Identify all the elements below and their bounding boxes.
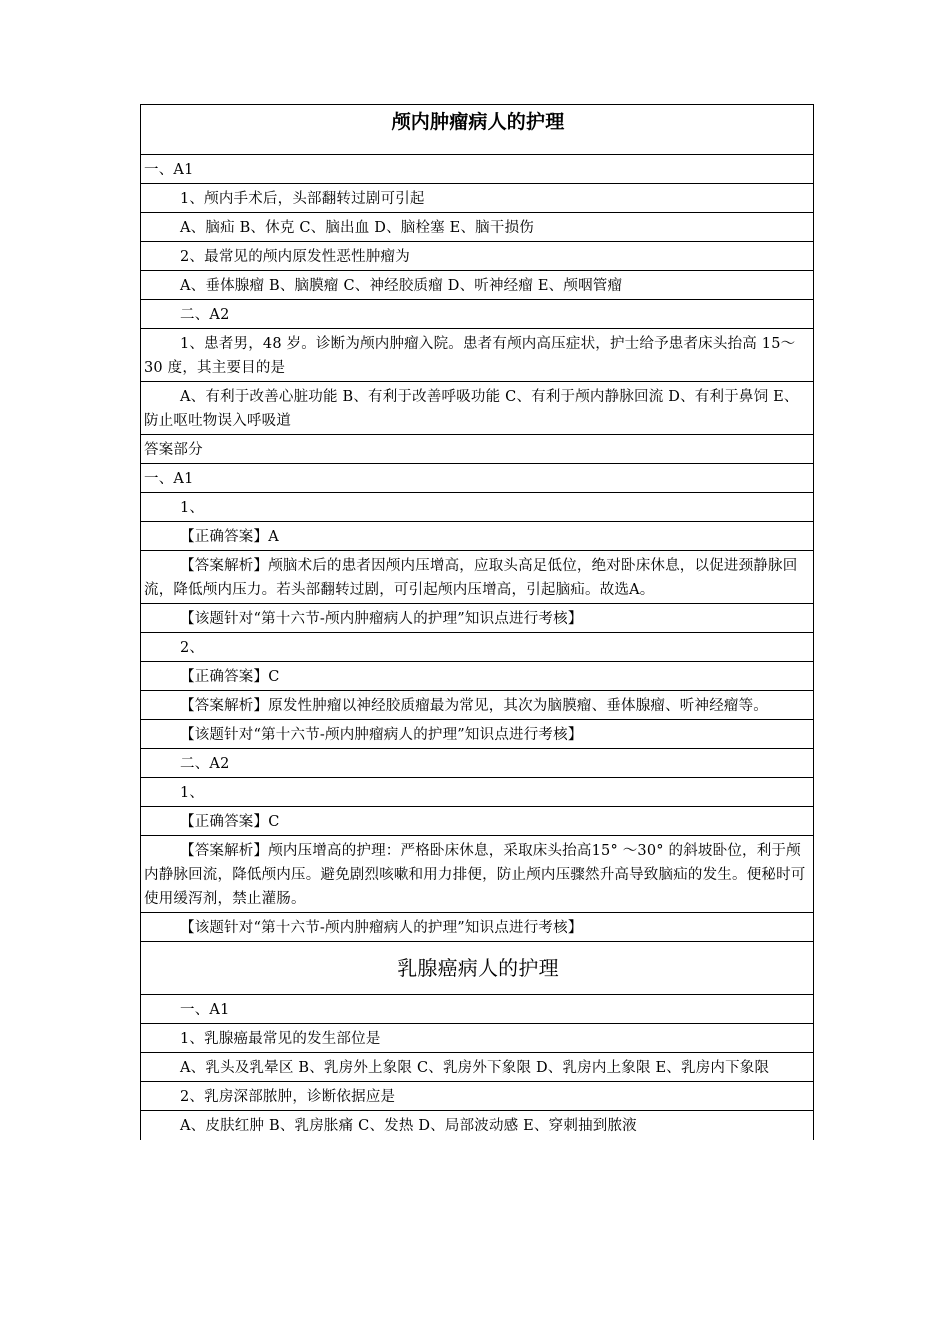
document-row: 1、患者男，48 岁。诊断为颅内肿瘤入院。患者有颅内高压症状，护士给予患者床头抬高 15～30 度，其主要目的是 [141, 329, 813, 382]
document-row: 2、最常见的颅内原发性恶性肿瘤为 [141, 242, 813, 271]
document-row: A、脑疝 B、休克 C、脑出血 D、脑栓塞 E、脑干损伤 [141, 213, 813, 242]
document-row: 一、A1 [141, 464, 813, 493]
document-row: 答案部分 [141, 435, 813, 464]
document-row: 1、 [141, 778, 813, 807]
section-title-brain-tumor: 颅内肿瘤病人的护理 [141, 105, 813, 155]
document-row: A、皮肤红肿 B、乳房胀痛 C、发热 D、局部波动感 E、穿刺抽到脓液 [180, 1118, 637, 1134]
document-row: A、乳头及乳晕区 B、乳房外上象限 C、乳房外下象限 D、乳房内上象限 E、乳房内下象限 [141, 1053, 813, 1082]
document-row: A、垂体腺瘤 B、脑膜瘤 C、神经胶质瘤 D、听神经瘤 E、颅咽管瘤 [141, 271, 813, 300]
section-title-breast-cancer: 乳腺癌病人的护理 [141, 942, 813, 995]
document-row: A、有利于改善心脏功能 B、有利于改善呼吸功能 C、有利于颅内静脉回流 D、有利于鼻饲 E、防止呕吐物误入呼吸道 [141, 382, 813, 435]
document-row: 【答案解析】原发性肿瘤以神经胶质瘤最为常见，其次为脑膜瘤、垂体腺瘤、听神经瘤等。 [141, 691, 813, 720]
document-row: 一、A1 [141, 995, 813, 1024]
document-row: 【答案解析】颅内压增高的护理：严格卧床休息，采取床头抬高15° ～30° 的斜坡卧位，利于颅内静脉回流，降低颅内压。避免剧烈咳嗽和用力排便，防止颅内压骤然升高导致脑疝的发生。便秘时可使用缓泻剂，禁止灌肠。 [141, 836, 813, 913]
document-row: 【正确答案】C [141, 662, 813, 691]
document-row: 【该题针对“第十六节-颅内肿瘤病人的护理”知识点进行考核】 [141, 720, 813, 749]
document-row: 【正确答案】A [141, 522, 813, 551]
document-row: 【该题针对“第十六节-颅内肿瘤病人的护理”知识点进行考核】 [141, 913, 813, 942]
document-row: 1、颅内手术后，头部翻转过剧可引起 [141, 184, 813, 213]
document-row: 1、乳腺癌最常见的发生部位是 [141, 1024, 813, 1053]
document-row: 2、 [141, 633, 813, 662]
document-row: 2、乳房深部脓肿，诊断依据应是 [141, 1082, 813, 1111]
document-row: 【答案解析】颅脑术后的患者因颅内压增高，应取头高足低位，绝对卧床休息，以促进颈静脉回流，降低颅内压力。若头部翻转过剧，可引起颅内压增高，引起脑疝。故选A。 [141, 551, 813, 604]
document-row: 二、A2 [141, 300, 813, 329]
document-row: 二、A2 [141, 749, 813, 778]
section-brain-tumor-rows [141, 155, 813, 942]
document-table [140, 104, 814, 1140]
section-breast-cancer-rows [141, 995, 813, 1140]
document-row: 一、A1 [141, 155, 813, 184]
document-row: 【该题针对“第十六节-颅内肿瘤病人的护理”知识点进行考核】 [141, 604, 813, 633]
document-row: 1、 [141, 493, 813, 522]
document-row: 【正确答案】C [141, 807, 813, 836]
